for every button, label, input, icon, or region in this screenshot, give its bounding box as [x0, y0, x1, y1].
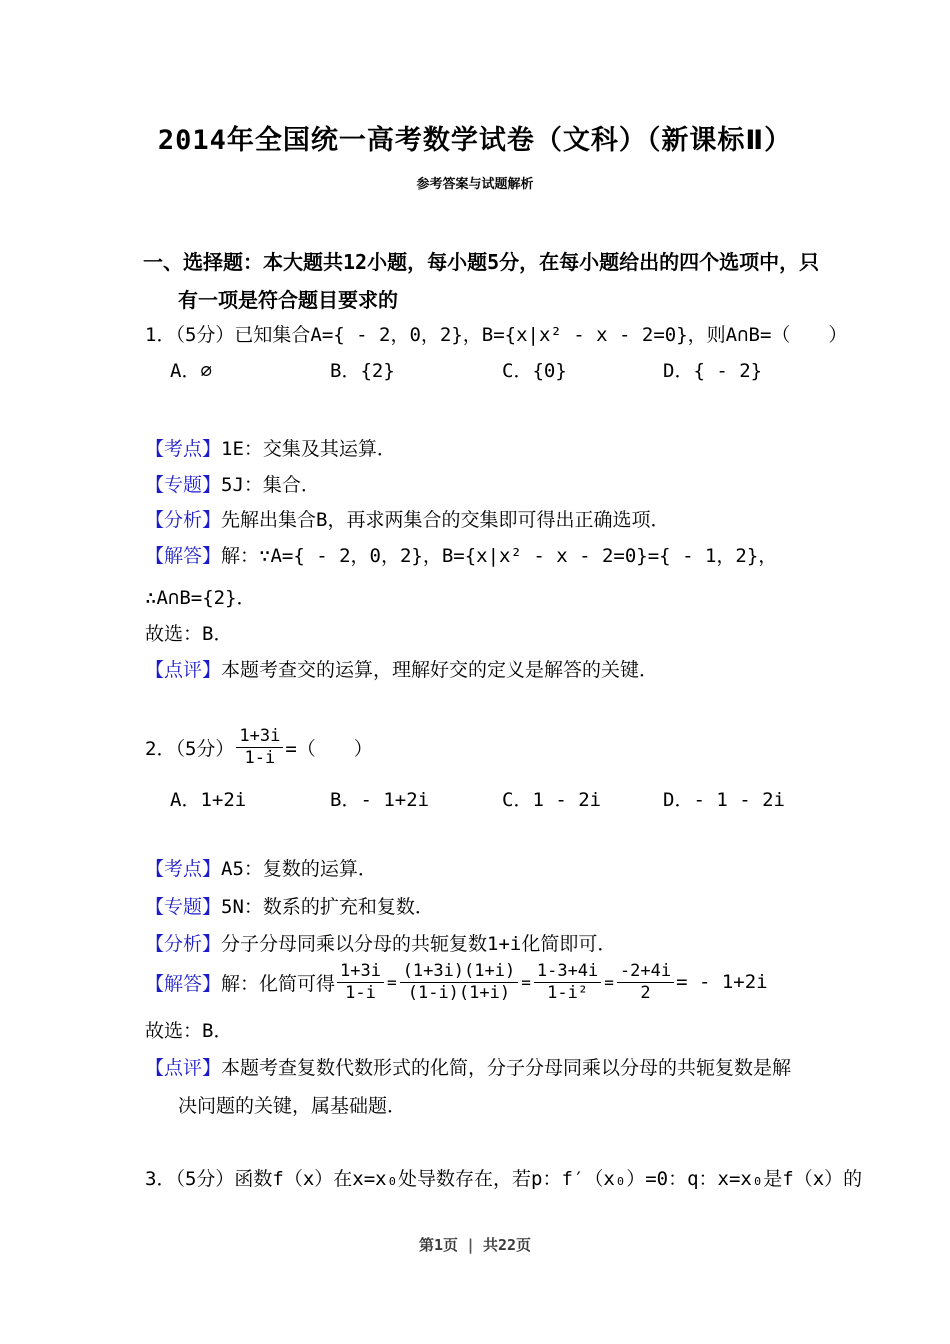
solution-lead-text: 解：化简可得 [221, 972, 336, 995]
topic-text: 1E：交集及其运算． [221, 438, 396, 460]
solution-result-text: = - 1+2i [676, 971, 768, 993]
fraction-numerator: 1+3i [236, 726, 283, 748]
footer-separator: | [465, 1236, 475, 1254]
section-1-heading-line-1: 一、选择题：本大题共12小题，每小题5分，在每小题给出的四个选项中，只 [143, 250, 820, 274]
fraction-numerator: (1+3i)(1+i) [400, 961, 519, 983]
q2-option-c: C．1 - 2i [502, 789, 602, 811]
fraction-numerator: 1-3+4i [534, 961, 601, 983]
fraction [534, 961, 601, 1004]
q1-stem: 1．（5分）已知集合A={ - 2，0，2}，B={x|x² - x - 2=0}，则A∩B=（ ） [145, 324, 848, 346]
q1-option-d: D．{ - 2} [663, 360, 763, 382]
theme-text: 5J：集合． [221, 474, 320, 496]
q2-stem [145, 722, 373, 772]
q2-comment-line-1 [145, 1055, 791, 1081]
q1-option-b: B．{2} [330, 360, 395, 382]
q1-topic-line [145, 436, 396, 462]
comment-tag: 【点评】 [145, 1057, 222, 1079]
q2-solution-line [145, 956, 768, 1008]
comment-tag: 【点评】 [145, 659, 222, 681]
q2-theme-line [145, 894, 434, 920]
section-1-heading-line-2: 有一项是符合题目要求的 [178, 288, 398, 312]
q1-option-c: C．{0} [502, 360, 567, 382]
q1-theme-line [145, 472, 320, 498]
solution-text: 解：∵A={ - 2，0，2}，B={x|x² - x - 2=0}={ - 1，2}， [221, 545, 778, 567]
fraction-denominator: 1-i [244, 747, 276, 768]
analysis-text: 分子分母同乘以分母的共轭复数1+i化简即可． [221, 933, 617, 955]
fraction-denominator: (1-i)(1+i) [407, 982, 511, 1003]
q1-analysis-line [145, 507, 669, 533]
fraction [617, 961, 674, 1004]
fraction-numerator: -2+4i [617, 961, 674, 983]
topic-text: A5：复数的运算． [221, 858, 377, 880]
q2-topic-line [145, 856, 377, 882]
fraction [337, 961, 384, 1004]
q3-stem: 3．（5分）函数f（x）在x=x₀处导数存在，若p：f′（x₀）=0：q：x=x₀是f（x）的 [145, 1168, 863, 1190]
topic-tag: 【考点】 [145, 858, 222, 880]
topic-tag: 【考点】 [145, 438, 222, 460]
fraction-denominator: 1-i² [547, 982, 589, 1003]
q2-analysis-line [145, 931, 616, 957]
theme-tag: 【专题】 [145, 474, 222, 496]
q2-option-b: B．- 1+2i [330, 789, 430, 811]
q1-answer-line: 故选：B． [145, 623, 233, 645]
theme-text: 5N：数系的扩充和复数． [221, 896, 434, 918]
analysis-tag: 【分析】 [145, 933, 222, 955]
solution-tag: 【解答】 [145, 545, 222, 567]
fraction-denominator: 1-i [345, 982, 376, 1003]
footer-page-total: 共22页 [483, 1236, 532, 1254]
comment-text: 本题考查交的运算，理解好交的定义是解答的关键． [221, 659, 659, 681]
q1-solution-line-1 [145, 543, 777, 569]
q1-options-row [145, 356, 845, 382]
fraction-denominator: 2 [640, 982, 651, 1003]
q2-stem-number: 2．（5分） [145, 737, 235, 760]
comment-text: 本题考查复数代数形式的化简，分子分母同乘以分母的共轭复数是解 [221, 1057, 792, 1079]
q2-comment-line-2: 决问题的关键，属基础题． [178, 1095, 407, 1117]
fraction [400, 961, 519, 1004]
analysis-text: 先解出集合B，再求两集合的交集即可得出正确选项． [221, 509, 670, 531]
solution-tag: 【解答】 [145, 972, 222, 995]
q1-solution-line-2: ∴A∩B={2}． [145, 587, 256, 609]
theme-tag: 【专题】 [145, 896, 222, 918]
q2-answer-line: 故选：B． [145, 1020, 233, 1042]
fraction [236, 726, 283, 769]
equals-sign: = [521, 972, 531, 992]
answer-key-subtitle: 参考答案与试题解析 [416, 177, 534, 192]
q2-option-d: D．- 1 - 2i [663, 789, 785, 811]
q2-stem-tail: =（ ） [285, 737, 373, 760]
q2-options-row [145, 785, 845, 811]
q2-option-a: A．1+2i [170, 789, 247, 811]
footer-page-number: 第1页 [418, 1236, 458, 1254]
page-footer [0, 1234, 950, 1255]
analysis-tag: 【分析】 [145, 509, 222, 531]
fraction-numerator: 1+3i [337, 961, 384, 983]
q1-comment-line [145, 657, 658, 683]
equals-sign: = [386, 972, 397, 992]
q1-option-a: A．∅ [170, 360, 212, 382]
equals-sign: = [604, 972, 614, 992]
exam-title: 2014年全国统一高考数学试卷（文科）（新课标Ⅱ） [157, 125, 793, 156]
